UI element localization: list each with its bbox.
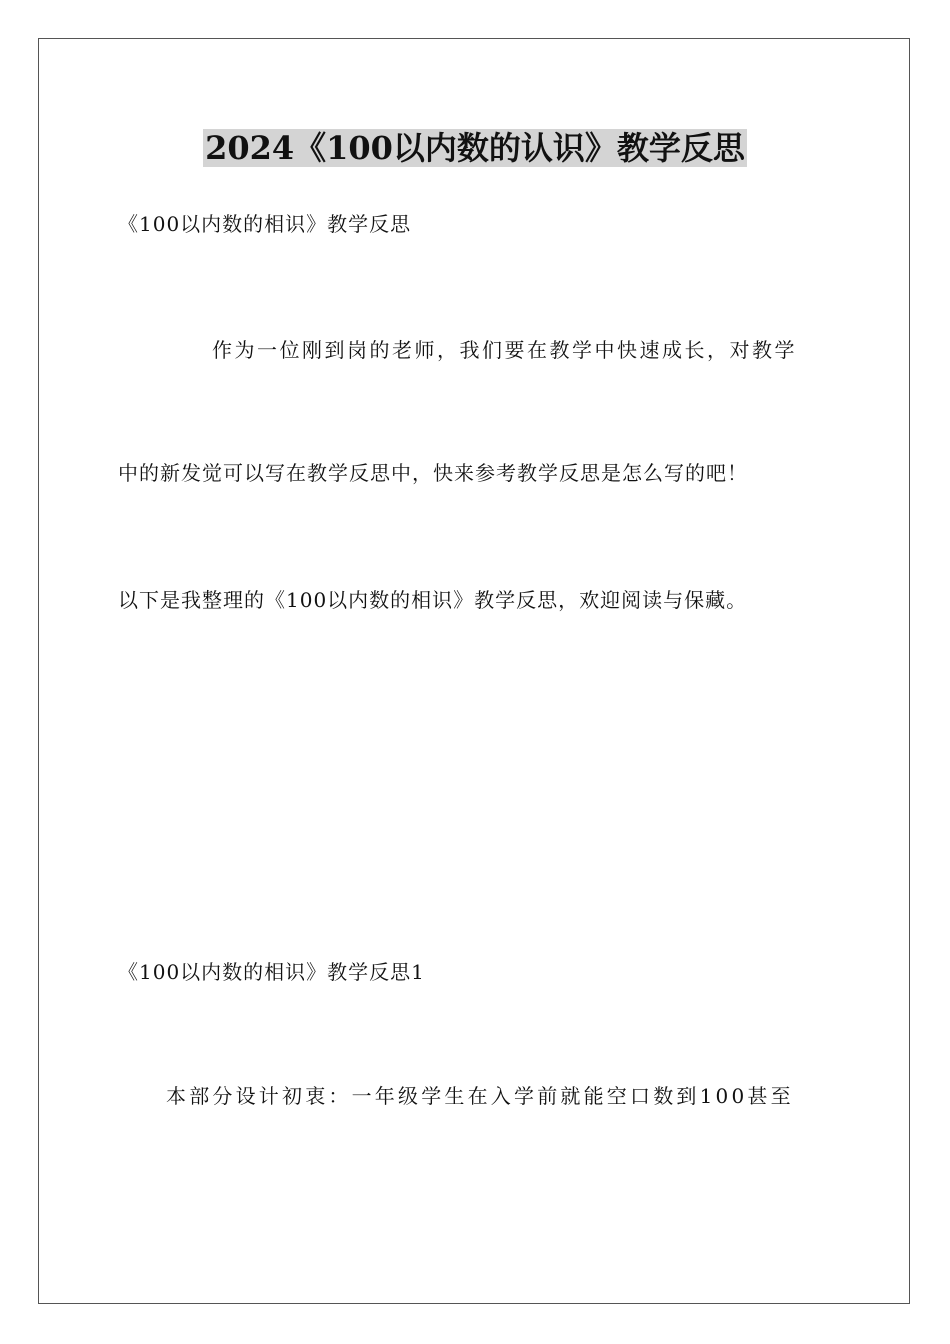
intro-paragraph-line-2: 中的新发觉可以写在教学反思中，快来参考教学反思是怎么写的吧！: [118, 461, 748, 485]
intro-paragraph-line-1: 作为一位刚到岗的老师，我们要在教学中快速成长，对教学: [212, 338, 797, 362]
section-heading: 《100以内数的相识》教学反思1: [118, 960, 425, 984]
document-subtitle: 《100以内数的相识》教学反思: [118, 212, 412, 236]
section-paragraph-line-1: 本部分设计初衷：一年级学生在入学前就能空口数到100甚至: [166, 1084, 794, 1108]
intro-paragraph-line-3: 以下是我整理的《100以内数的相识》教学反思，欢迎阅读与保藏。: [118, 588, 748, 612]
document-title: [0, 128, 950, 168]
document-title-text: 2024《100以内数的认识》教学反思: [205, 129, 745, 167]
